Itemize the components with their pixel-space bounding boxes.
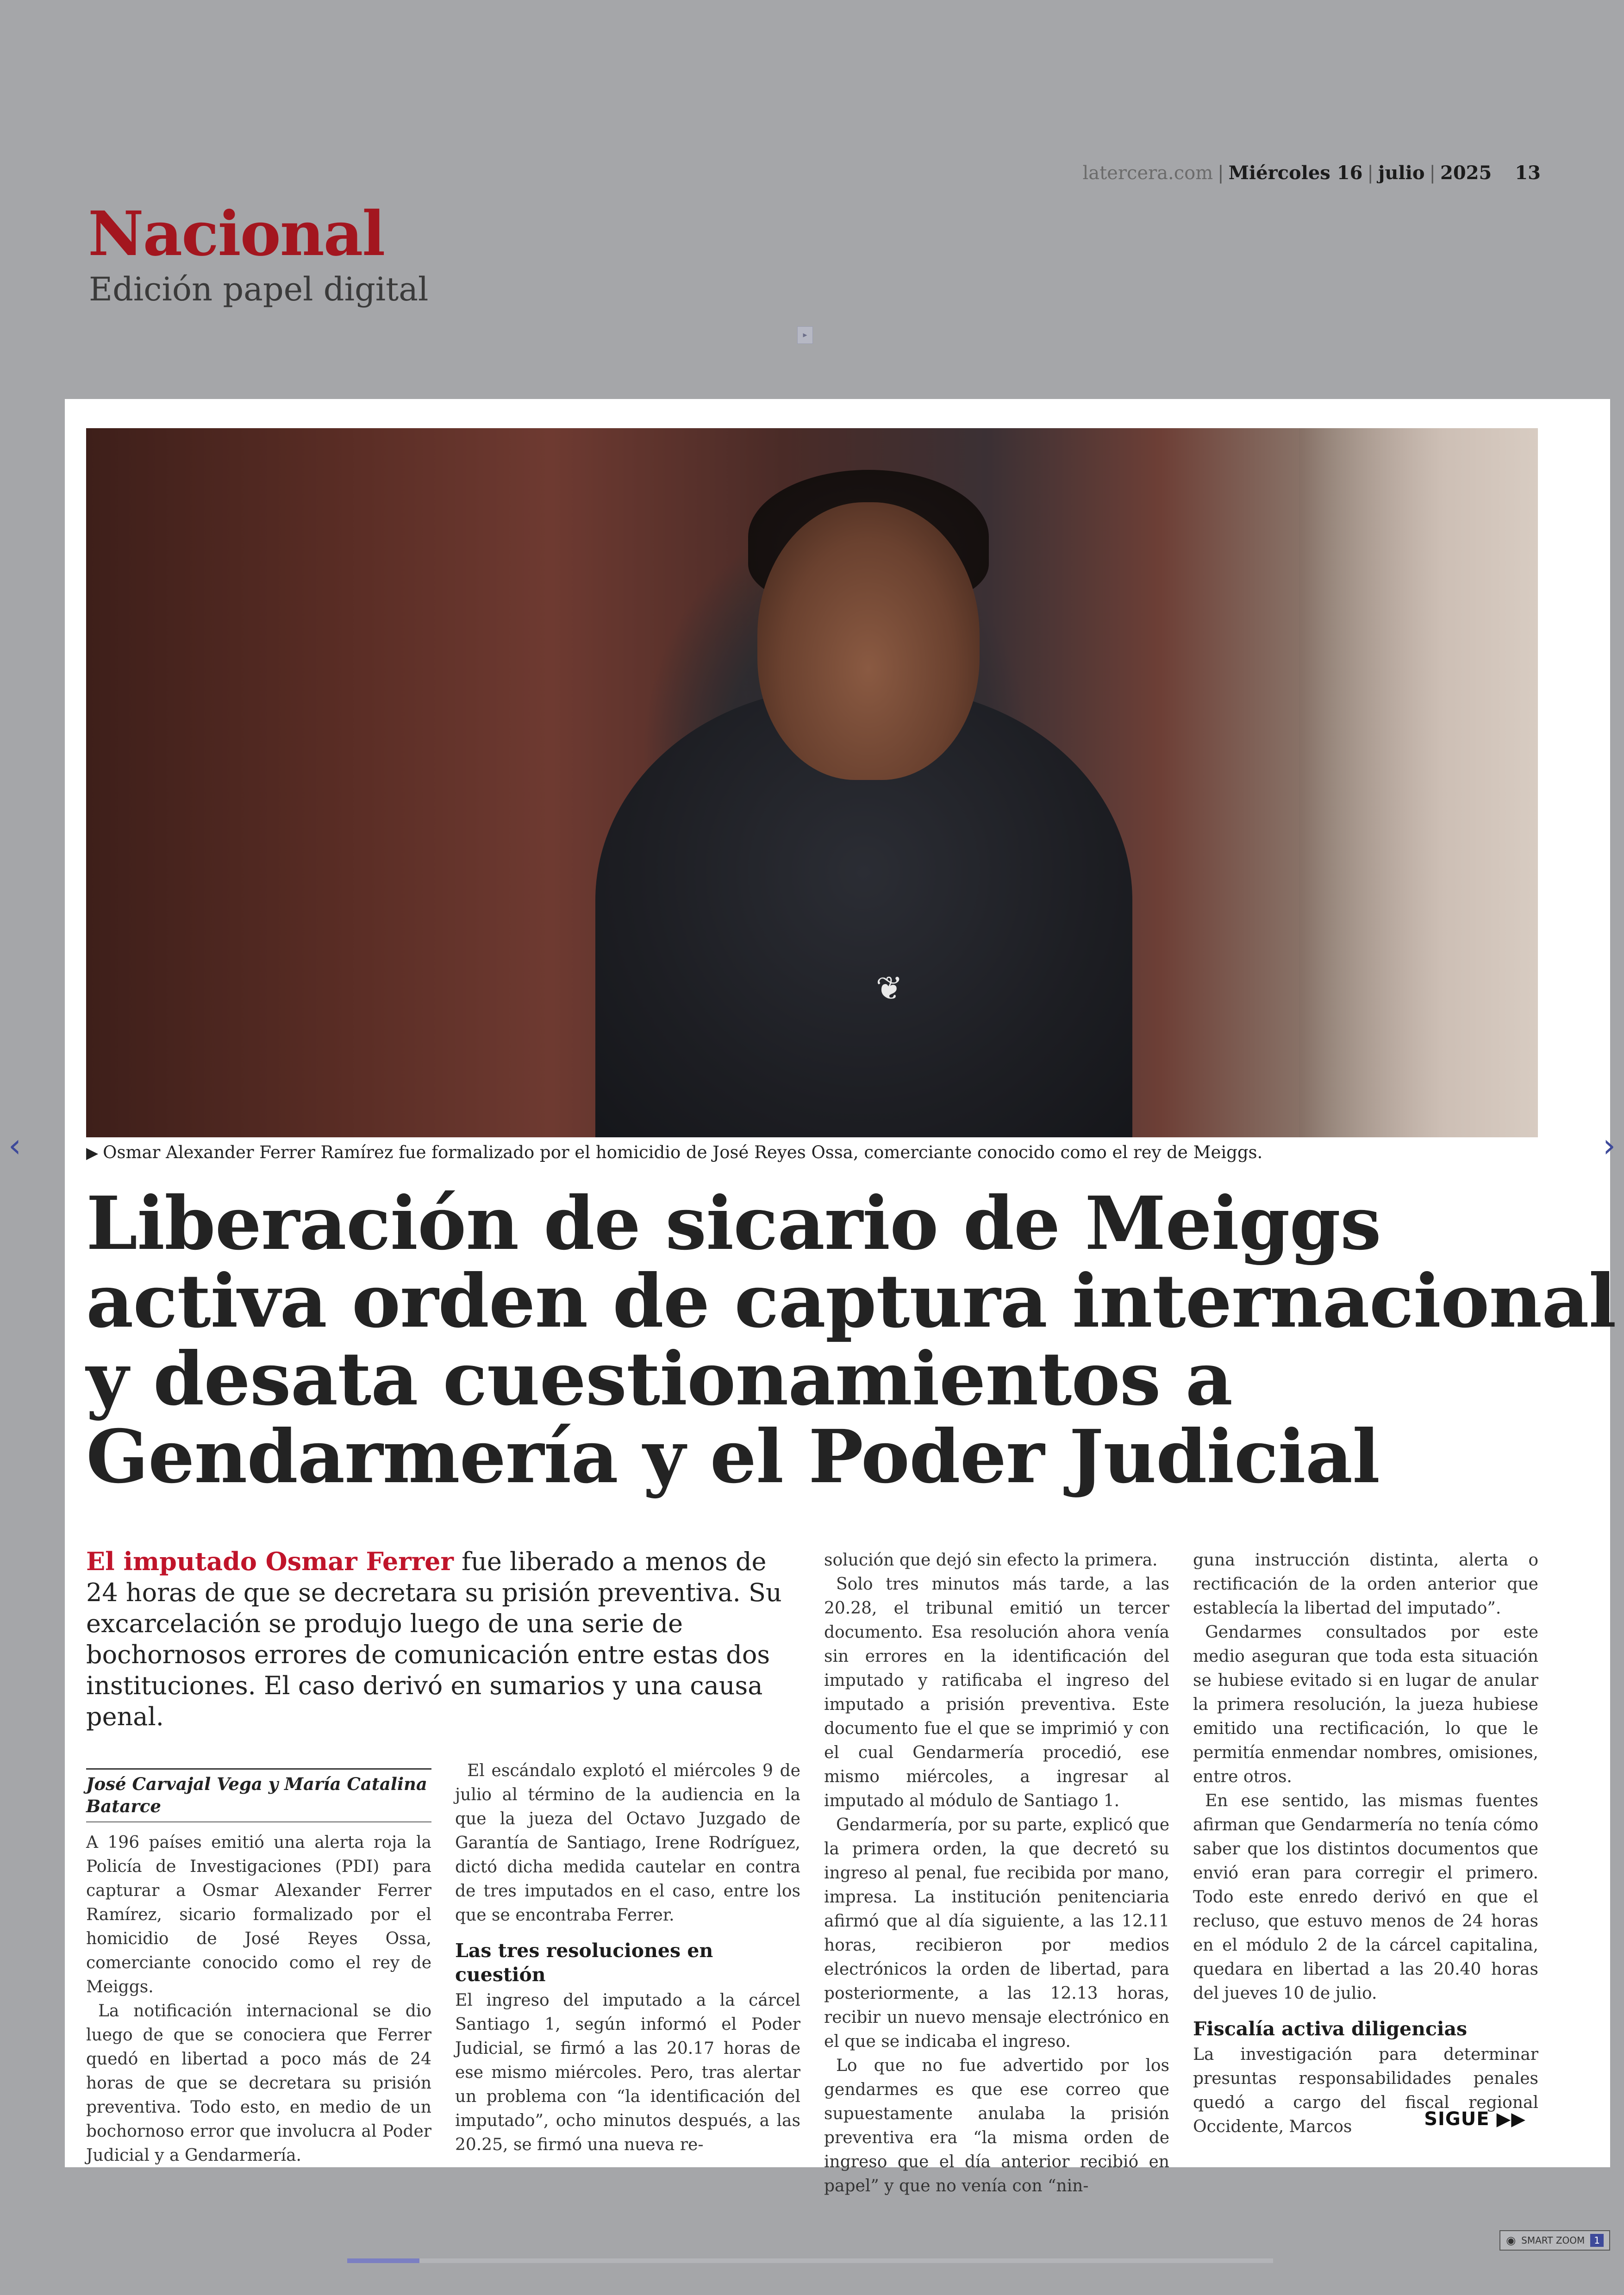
paragraph: Lo que no fue advertido por los gendarmes es que ese correo que supuestamente anulaba la prisión preventiva era “la misma orden de ingreso que el día anterior recibió en papel” y que no venía con “nin- xyxy=(824,2056,1169,2195)
continue-label: SIGUE ▶▶ xyxy=(1424,2108,1526,2130)
page-progress-fill xyxy=(347,2258,419,2263)
smart-zoom-count: 1 xyxy=(1590,2234,1604,2247)
lede-highlight: El imputado Osmar Ferrer xyxy=(86,1547,454,1576)
headline-line: y desata cuestionamientos a xyxy=(86,1336,1233,1422)
paragraph: Gendarmería, por su parte, explicó que la primera orden, la que decretó su ingreso al penal, fue recibida por mano, impresa. La institución penitenciaria afirmó que al día siguiente, a las 12.11 horas, recibieron por medios electrónicos la orden de libertad, para posteriormente, a las 12.13 horas, recibir un nuevo mensaje electrónico en el que se indicaba el ingreso. xyxy=(824,1815,1169,2051)
smart-zoom-label: SMART ZOOM xyxy=(1521,2235,1585,2246)
paragraph: guna instrucción distinta, alerta o rectificación de la orden anterior que establecía la libertad del imputado”. xyxy=(1193,1551,1538,1618)
date-year: 2025 xyxy=(1440,162,1492,184)
byline-rule xyxy=(86,1768,431,1770)
caption-text: Osmar Alexander Ferrer Ramírez fue formalizado por el homicidio de José Reyes Ossa, comerciante conocido como el rey de Meiggs. xyxy=(103,1142,1263,1162)
caption-triangle-icon: ▶ xyxy=(86,1144,99,1162)
article-column-4 xyxy=(1193,1548,1538,2139)
separator: | xyxy=(1367,162,1374,184)
headline xyxy=(86,1181,1616,1500)
lede xyxy=(86,1546,790,1732)
page-progress-bar[interactable] xyxy=(347,2258,1273,2263)
previous-page-arrow-icon[interactable]: ‹ xyxy=(8,1127,21,1165)
subheading: Fiscalía activa diligencias xyxy=(1193,2018,1468,2040)
paragraph: Solo tres minutos más tarde, a las 20.28, el tribunal emitió un tercer documento. Esa resolución ahora venía sin errores en la identificación del imputado y ratificaba el ingreso del imputado a prisión preventiva. Este documento fue el que se imprimió y con el cual Gendarmería procedió, ese mismo miércoles, a ingresar al imputado al módulo de Santiago 1. xyxy=(824,1575,1169,1810)
headline-line: activa orden de captura internacional xyxy=(86,1259,1616,1344)
article-column-3 xyxy=(824,1548,1169,2198)
subheading: Las tres resoluciones en cuestión xyxy=(455,1940,713,1986)
eye-icon: ◉ xyxy=(1506,2234,1516,2247)
page-marker-icon[interactable]: ▸ xyxy=(797,326,813,344)
section-subtitle: Edición papel digital xyxy=(89,270,429,308)
next-page-arrow-icon[interactable]: › xyxy=(1603,1127,1616,1165)
site-name: latercera.com xyxy=(1082,162,1213,184)
paragraph: La notificación internacional se dio luego de que se conociera que Ferrer quedó en libertad a poco más de 24 horas de que se decretara su prisión preventiva. Todo esto, en medio de un bochornoso error que involucra al Poder Judicial y a Gendarmería. xyxy=(86,2002,431,2165)
article-photo xyxy=(86,428,1538,1137)
byline: José Carvajal Vega y María Catalina Batarce xyxy=(86,1774,427,1816)
paragraph: Gendarmes consultados por este medio aseguran que toda esta situación se hubiese evitado si en lugar de anular la primera resolución, la jueza hubiese emitido una rectificación, lo que le permitía enmendar nombres, omisiones, entre otros. xyxy=(1193,1623,1538,1786)
date-month: julio xyxy=(1378,162,1425,184)
paragraph: A 196 países emitió una alerta roja la Policía de Investigaciones (PDI) para capturar a Osmar Alexander Ferrer Ramírez, sicario formalizado por el homicidio de José Reyes Ossa, comerciante conocido como el rey de Meiggs. xyxy=(86,1833,431,1996)
date-weekday-day: Miércoles 16 xyxy=(1228,162,1363,184)
separator: | xyxy=(1218,162,1224,184)
masthead-info xyxy=(1082,162,1541,184)
page-number: 13 xyxy=(1515,162,1541,184)
paragraph: El ingreso del imputado a la cárcel Santiago 1, según informó el Poder Judicial, se firmó a las 20.17 horas de ese mismo miércoles. Pero, tras alertar un problema con “la identificación del imputado”, ocho minutos después, a las 20.25, se firmó una nueva re- xyxy=(455,1991,800,2154)
paragraph: En ese sentido, las mismas fuentes afirman que Gendarmería no tenía cómo saber que los distintos documentos que envió eran para corregir el primero. Todo este enredo derivó en que el recluso, que estuvo menos de 24 horas en el módulo 2 de la cárcel capitalina, quedara en libertad a las 20.40 horas del jueves 10 de julio. xyxy=(1193,1791,1538,2003)
paragraph: La investigación para determinar presuntas responsabilidades penales quedó a cargo del fiscal regional Occidente, Marcos xyxy=(1193,2045,1538,2136)
headline-line: Gendarmería y el Poder Judicial xyxy=(86,1414,1380,1500)
puma-logo-icon: ❦ xyxy=(875,969,903,1007)
photo-caption xyxy=(86,1142,1538,1162)
article-column-2 xyxy=(455,1759,800,2157)
separator: | xyxy=(1429,162,1436,184)
smart-zoom-button[interactable] xyxy=(1499,2230,1610,2251)
section-title: Nacional xyxy=(88,198,385,270)
byline-rule xyxy=(86,1821,431,1822)
paragraph: El escándalo explotó el miércoles 9 de julio al término de la audiencia en la que la jueza del Octavo Juzgado de Garantía de Santiago, Irene Rodríguez, dictó dicha medida cautelar en contra de tres imputados en el caso, entre los que se encontraba Ferrer. xyxy=(455,1761,800,1925)
paragraph: solución que dejó sin efecto la primera. xyxy=(824,1551,1158,1570)
headline-line: Liberación de sicario de Meiggs xyxy=(86,1181,1381,1266)
lede-text: fue liberado a menos de 24 horas de que se decretara su prisión preventiva. Su excarcelación se produjo luego de una serie de bochornosos errores de comunicación entre estas dos instituciones. El caso derivó en sumarios y una causa penal. xyxy=(86,1547,782,1731)
article-column-1 xyxy=(86,1831,431,2168)
